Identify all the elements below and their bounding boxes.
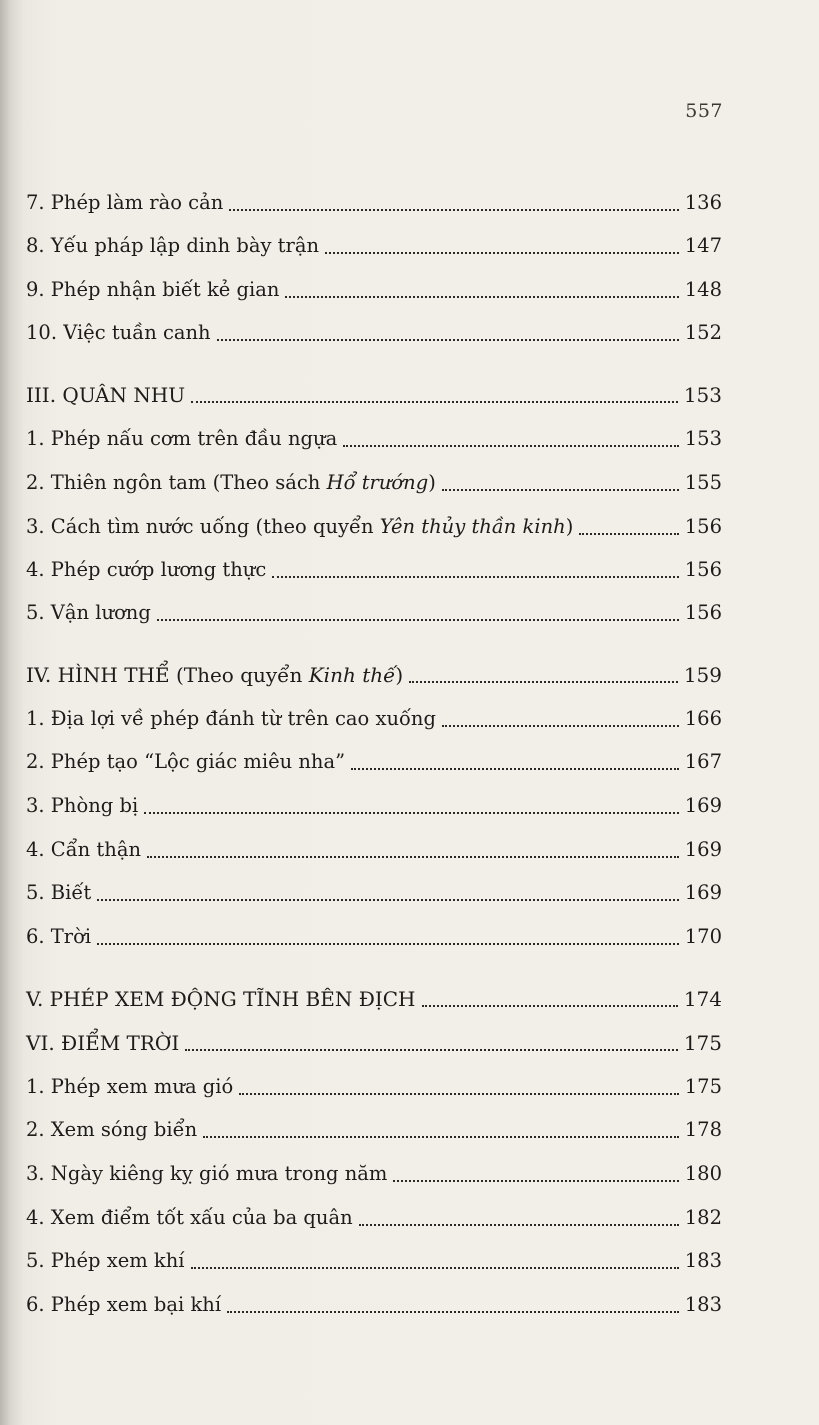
toc-title-text: 1. Địa lợi về phép đánh từ trên cao xuống <box>26 707 436 730</box>
toc-title-text: 4. Cẩn thận <box>26 838 142 861</box>
toc-entry-title <box>26 470 436 496</box>
toc-entry-row <box>26 785 722 819</box>
toc-title-text: 3. Cách tìm nước uống (theo quyển <box>26 515 380 538</box>
toc-title-italic: Hổ trướng <box>326 471 429 494</box>
toc-section-row <box>26 1022 722 1056</box>
toc-entry-title <box>26 1030 179 1056</box>
toc-entry-title <box>26 1205 353 1231</box>
toc-entry-title <box>26 514 573 540</box>
toc-title-text: 6. Trời <box>26 925 92 948</box>
dot-leader <box>144 811 679 814</box>
toc-entry-title <box>26 320 211 346</box>
dot-leader <box>422 1004 678 1007</box>
toc-entry-title <box>26 382 185 408</box>
toc-page-number: 174 <box>683 987 722 1011</box>
toc-page-number: 169 <box>684 881 722 904</box>
dot-leader <box>97 898 679 901</box>
dot-leader <box>217 338 679 341</box>
toc-entry-title <box>26 706 436 732</box>
toc-entry-row <box>26 1153 722 1187</box>
toc-page-number: 183 <box>684 1249 722 1272</box>
toc-entry-title <box>26 1248 185 1274</box>
toc-entry-title <box>26 426 337 452</box>
toc-entry-title <box>26 924 91 950</box>
toc-entry-title <box>26 880 91 906</box>
toc-entry-title <box>26 986 416 1012</box>
toc-page-number: 136 <box>684 191 722 214</box>
toc-entry-row <box>26 418 722 452</box>
toc-page-number: 183 <box>684 1293 722 1316</box>
toc-page-number: 178 <box>684 1118 722 1141</box>
toc-entry-row <box>26 829 722 863</box>
toc-title-text: 4. Xem điểm tốt xấu của ba quân <box>26 1206 353 1229</box>
toc-page-number: 182 <box>684 1206 722 1229</box>
toc-entry-row <box>26 506 722 540</box>
toc-entry-row <box>26 462 722 496</box>
toc-page-number: 152 <box>684 321 722 344</box>
toc-page-number: 156 <box>684 558 722 581</box>
toc-page-number: 166 <box>684 707 722 730</box>
toc-title-text: ) <box>395 663 404 687</box>
toc-title-text: III. QUÂN NHU <box>26 383 186 407</box>
dot-leader <box>351 767 679 770</box>
toc-entry-title <box>26 1161 387 1187</box>
dot-leader <box>227 1310 679 1313</box>
toc-title-text: 3. Phòng bị <box>26 794 139 817</box>
toc-entry-row <box>26 1284 722 1318</box>
toc-title-text: 8. Yếu pháp lập dinh bày trận <box>26 234 320 257</box>
toc-page-number: 159 <box>683 663 722 687</box>
toc-entry-row <box>26 1240 722 1274</box>
dot-leader <box>343 444 679 447</box>
toc-title-text: 1. Phép xem mưa gió <box>26 1075 234 1098</box>
toc-title-italic: Yên thủy thần kinh <box>379 515 566 538</box>
toc-entry-row <box>26 872 722 906</box>
toc-entry-title <box>26 557 266 583</box>
toc-page-number: 167 <box>684 750 722 773</box>
dot-leader <box>229 208 679 211</box>
toc-entry-title <box>26 600 151 626</box>
dot-leader <box>191 400 678 403</box>
toc-title-text: 2. Xem sóng biển <box>26 1118 198 1141</box>
toc-page-number: 156 <box>684 601 722 624</box>
toc-entry-row <box>26 916 722 950</box>
dot-leader <box>239 1092 679 1095</box>
toc-title-text: ) <box>565 515 574 538</box>
dot-leader <box>147 855 679 858</box>
dot-leader <box>359 1223 679 1226</box>
dot-leader <box>442 488 679 491</box>
toc-title-text: 1. Phép nấu cơm trên đầu ngựa <box>26 427 338 450</box>
toc-entry-row <box>26 312 722 346</box>
toc-title-text: V. PHÉP XEM ĐỘNG TĨNH BÊN ĐỊCH <box>26 987 416 1011</box>
toc-title-text: 10. Việc tuần canh <box>26 321 211 344</box>
toc-title-text: 6. Phép xem bại khí <box>26 1293 222 1316</box>
dot-leader <box>579 532 678 535</box>
toc-page-number: 153 <box>684 427 722 450</box>
toc-entry-row <box>26 741 722 775</box>
toc-title-text: 2. Phép tạo “Lộc giác miêu nha” <box>26 750 346 773</box>
toc-title-text: 7. Phép làm rào cản <box>26 191 224 214</box>
toc-title-text: 2. Thiên ngôn tam (Theo sách <box>26 471 327 494</box>
dot-leader <box>393 1179 678 1182</box>
toc-entry-title <box>26 233 319 259</box>
toc-entry-title <box>26 277 279 303</box>
toc-page-number: 155 <box>684 471 722 494</box>
toc-entry-row <box>26 1197 722 1231</box>
dot-leader <box>185 1048 678 1051</box>
toc-entry-row <box>26 698 722 732</box>
toc-title-italic: Kinh thế <box>308 663 396 687</box>
toc-page-number: 180 <box>684 1162 722 1185</box>
toc-entry-title <box>26 190 223 216</box>
dot-leader <box>97 942 679 945</box>
toc-page-number: 156 <box>684 515 722 538</box>
dot-leader <box>325 251 679 254</box>
toc-entry-row <box>26 549 722 583</box>
toc-entry-title <box>26 837 141 863</box>
dot-leader <box>409 680 678 683</box>
toc-section-row <box>26 978 722 1012</box>
dot-leader <box>203 1135 679 1138</box>
toc-page-number: 148 <box>684 278 722 301</box>
toc-title-text: ) <box>428 471 436 494</box>
toc-entry-row <box>26 269 722 303</box>
toc-entry-title <box>26 1074 233 1100</box>
toc-entry-title <box>26 1292 221 1318</box>
toc-title-text: 3. Ngày kiêng kỵ gió mưa trong năm <box>26 1162 388 1185</box>
toc-title-text: IV. HÌNH THỂ (Theo quyển <box>26 663 309 687</box>
toc-page-number: 169 <box>684 794 722 817</box>
toc-entry-title <box>26 1117 197 1143</box>
toc-page-number: 175 <box>684 1075 722 1098</box>
toc-entry-title <box>26 662 403 688</box>
toc-page-number: 175 <box>683 1031 722 1055</box>
toc-section-row <box>26 374 722 408</box>
toc-title-text: 4. Phép cướp lương thực <box>26 558 267 581</box>
toc-title-text: 9. Phép nhận biết kẻ gian <box>26 278 280 301</box>
dot-leader <box>285 295 678 298</box>
toc-page-number: 170 <box>684 925 722 948</box>
toc-page-number: 147 <box>684 234 722 257</box>
toc-entry-row <box>26 1066 722 1100</box>
dot-leader <box>157 618 679 621</box>
toc-section-row <box>26 654 722 688</box>
toc-page-number: 169 <box>684 838 722 861</box>
toc-entry-title <box>26 793 138 819</box>
page-number: 557 <box>685 100 723 122</box>
dot-leader <box>442 724 679 727</box>
toc-title-text: VI. ĐIỂM TRỜI <box>26 1031 180 1055</box>
toc-page-number: 153 <box>683 383 722 407</box>
toc-title-text: 5. Vận lương <box>26 601 151 624</box>
dot-leader <box>191 1266 679 1269</box>
toc-title-text: 5. Biết <box>26 881 92 904</box>
toc-title-text: 5. Phép xem khí <box>26 1249 185 1272</box>
toc-entry-row <box>26 1109 722 1143</box>
toc-entry-title <box>26 749 345 775</box>
toc-entry-row <box>26 225 722 259</box>
toc-entry-row <box>26 182 722 216</box>
dot-leader <box>272 575 679 578</box>
toc-entry-row <box>26 592 722 626</box>
